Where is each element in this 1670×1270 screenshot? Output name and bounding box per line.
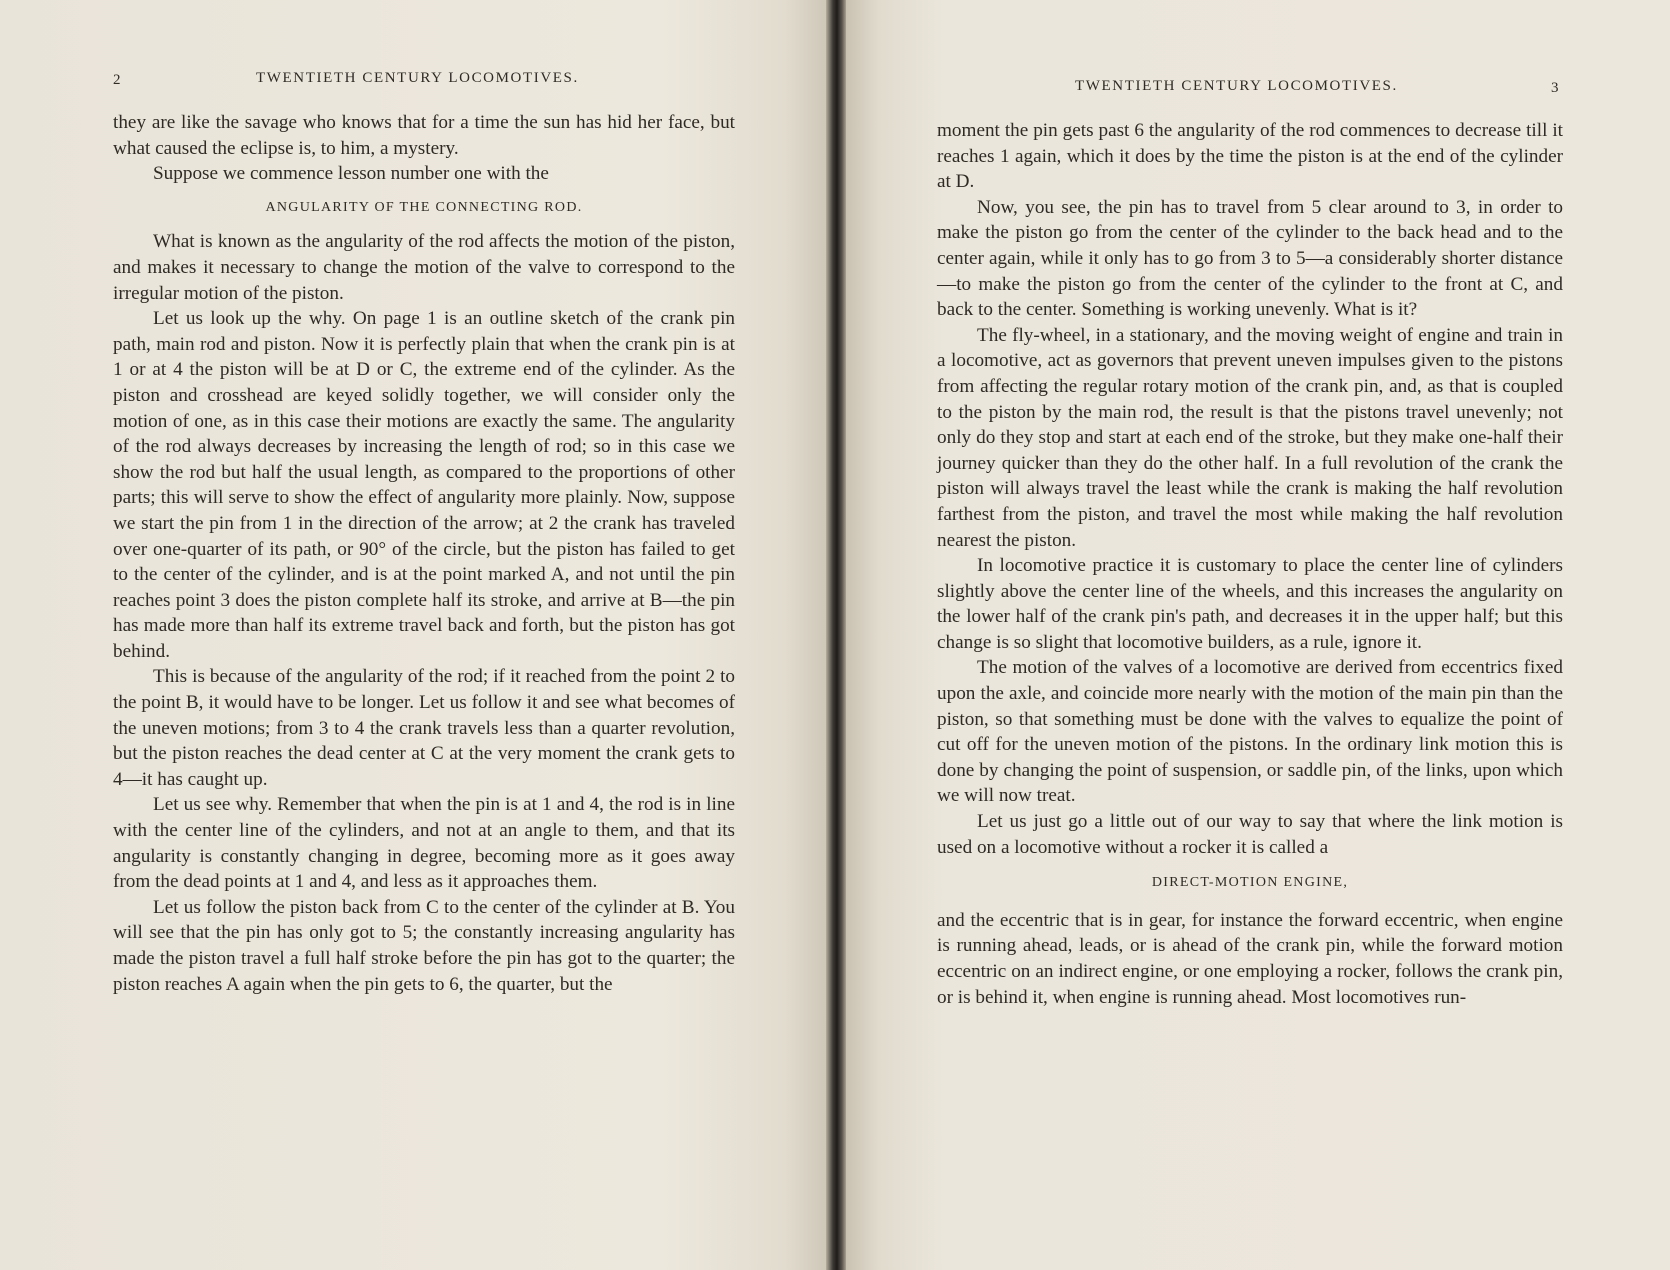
right-running-head: TWENTIETH CENTURY LOCOMOTIVES.: [1075, 78, 1398, 94]
left-page-number: 2: [113, 72, 121, 88]
right-section-heading: DIRECT-MOTION ENGINE,: [1151, 875, 1349, 891]
right-paragraph-6: Let us just go a little out of our way to say that where the link motion is used on a locomotive without a rocker it is called a: [937, 811, 1563, 858]
left-paragraph-6: Let us see why. Remember that when the pin is at 1 and 4, the rod is in line with the center line of the cylinders, and not at an angle to them, and that its angularity is constantly changing in degree, becoming more as it goes away from the dead points at 1 and 4, and less as it approaches them.: [113, 794, 735, 893]
right-paragraph-1: moment the pin gets past 6 the angularity of the rod commences to decrease till it reaches 1 again, which it does by the time the piston is at the end of the cylinder at D.: [937, 120, 1563, 193]
right-paragraph-7: and the eccentric that is in gear, for instance the forward eccentric, when engine is running ahead, leads, or is ahead of the crank pin, while the forward motion eccentric on an indirect engine, or one employing a rocker, follows the crank pin, or is behind it, when engine is running ahead. Most locomotives run-: [937, 909, 1563, 1008]
right-page-number: 3: [1551, 80, 1559, 96]
left-paragraph-5: This is because of the angularity of the rod; if it reached from the point 2 to the point B, it would have to be longer. Let us follow it and see what becomes of the uneven motions; from 3 to 4 the crank travels less than a quarter revolution, but the piston reaches the dead center at C at the very moment the crank gets to 4—it has caught up.: [113, 666, 735, 790]
left-paragraph-3: What is known as the angularity of the rod affects the motion of the piston, and makes it necessary to change the motion of the valve to correspond to the irregular motion of the piston.: [113, 231, 735, 304]
left-section-heading: ANGULARITY OF THE CONNECTING ROD.: [265, 199, 583, 215]
left-page: [0, 0, 826, 1270]
right-page: [846, 0, 1670, 1270]
left-paragraph-2: Suppose we commence lesson number one with the: [153, 163, 549, 185]
left-page-text: [113, 110, 735, 997]
left-paragraph-4: Let us look up the why. On page 1 is an outline sketch of the crank pin path, main rod and piston. Now it is perfectly plain that when the crank pin is at 1 or at 4 the piston will be at D or C, the extreme end of the cylinder. As the piston and crosshead are keyed solidly together, we will consider only the motion of one, as in this case their motions are exactly the same. The angularity of the rod always decreases by increasing the length of rod; so in this case we show the rod but half the usual length, as compared to the proportions of other parts; this will serve to show the effect of angularity more plainly. Now, suppose we start the pin from 1 in the direction of the arrow; at 2 the crank has traveled over one-quarter of its path, or 90° of the circle, but the piston has failed to get to the center of the cylinder, and is at the point marked A, and not until the pin reaches point 3 does the piston complete half its stroke, and arrive at B—the pin has made more than half its extreme travel back and forth, but the piston has got behind.: [113, 308, 735, 662]
left-running-head: TWENTIETH CENTURY LOCOMOTIVES.: [256, 70, 579, 86]
right-paragraph-4: In locomotive practice it is customary to place the center line of cylinders slightly above the center line of the wheels, and this increases the angularity on the lower half of the crank pin's path, and decreases it in the upper half; but this change is so slight that locomotive builders, as a rule, ignore it.: [937, 555, 1563, 653]
left-paragraph-7: Let us follow the piston back from C to the center of the cylinder at B. You will see that the pin has only got to 5; the constantly increasing angularity has made the piston travel a full half stroke before the pin has got to the quarter; the piston reaches A again when the pin gets to 6, the quarter, but the: [113, 896, 735, 995]
right-paragraph-3: The fly-wheel, in a stationary, and the moving weight of engine and train in a locomotive, act as governors that prevent uneven impulses given to the pistons from affecting the regular rotary motion of the crank pin, and, as that is coupled to the piston by the main rod, the result is that the pistons travel unevenly; not only do they stop and start at each end of the stroke, but they make one-half their journey quicker than they do the other half. In a full revolution of the crank the piston will always travel the least while the crank is making the half revolution farthest from the piston, and travel the most while making the half revolution nearest the piston.: [937, 324, 1563, 551]
book-gutter: [826, 0, 846, 1270]
right-page-text: [937, 118, 1563, 1010]
right-paragraph-2: Now, you see, the pin has to travel from 5 clear around to 3, in order to make the piston go from the center of the cylinder to the back head and to the center again, while it only has to go from 3 to 5—a considerably shorter distance—to make the piston go from the center of the cylinder to the front at C, and back to the center. Something is working unevenly. What is it?: [937, 196, 1563, 321]
right-paragraph-5: The motion of the valves of a locomotive are derived from eccentrics fixed upon the axle, and coincide more nearly with the motion of the main pin than the piston, so that something must be done with the valves to equalize the point of cut off for the uneven motion of the pistons. In the ordinary link motion this is done by changing the point of suspension, or saddle pin, of the links, upon which we will now treat.: [937, 657, 1563, 807]
left-paragraph-1: they are like the savage who knows that for a time the sun has hid her face, but what caused the eclipse is, to him, a mystery.: [113, 112, 735, 159]
